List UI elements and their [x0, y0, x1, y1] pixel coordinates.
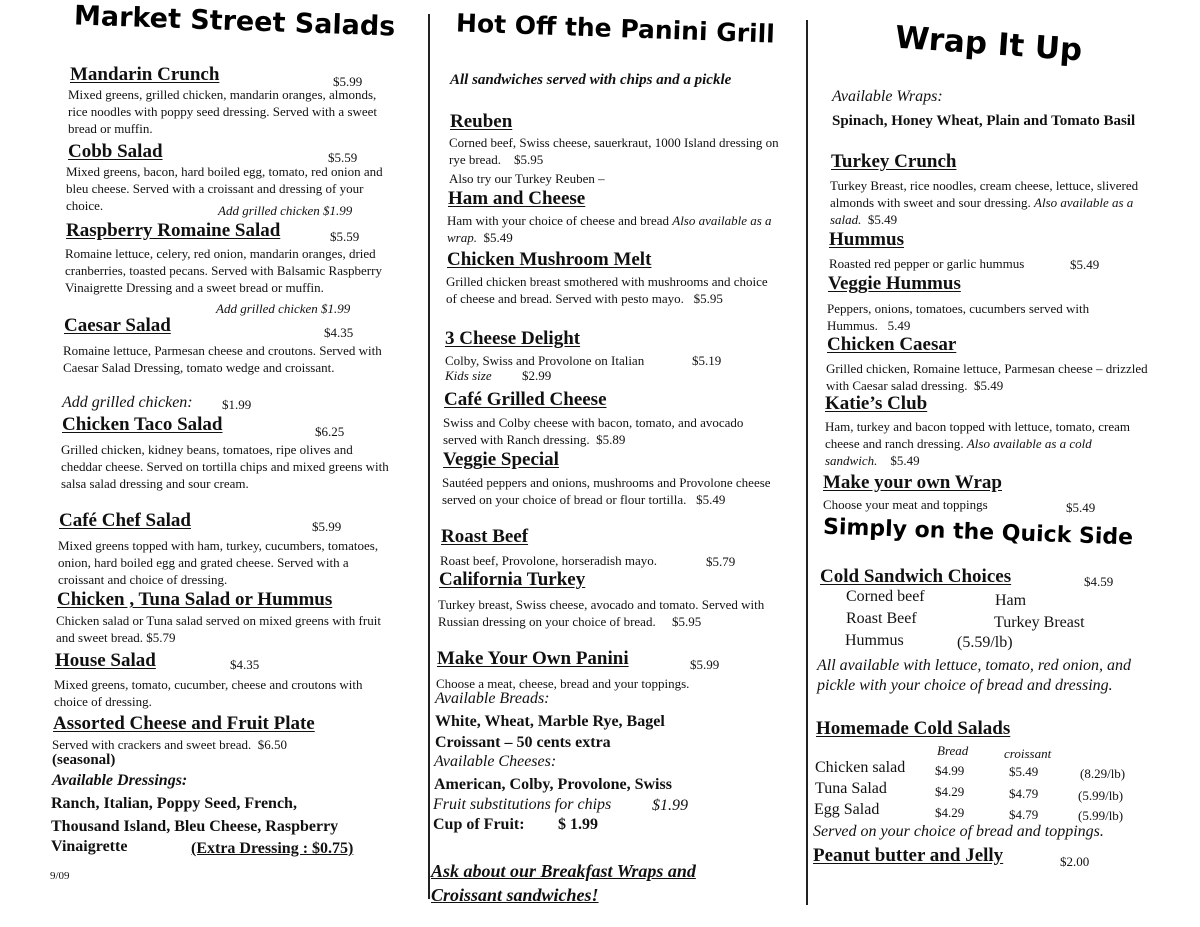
item-description: Grilled chicken, kidney beans, tomatoes, ripe olives and cheddar cheese. Served on tortilla chips and mixed greens with salsa salad dressing and sour cream.	[61, 442, 389, 491]
item-title: Veggie Special	[443, 449, 559, 470]
quick-side-banner: Simply on the Quick Side	[822, 514, 1134, 551]
item-description: Mixed greens, bacon, hard boiled egg, tomato, red onion and bleu cheese. Served with a croissant and dressing of your choice.	[66, 164, 383, 213]
salad-lb-price: (5.99/lb)	[1078, 808, 1124, 823]
pbj-price: $2.00	[1060, 854, 1090, 869]
item-description: Roasted red pepper or garlic hummus	[829, 256, 1025, 271]
salad-croissant-price: $4.79	[1009, 786, 1039, 801]
kids-price: $2.99	[522, 368, 552, 383]
wraps-label: Available Wraps:	[832, 88, 943, 105]
dressings-list: Ranch, Italian, Poppy Seed, French,	[51, 795, 297, 812]
salads-note: Served on your choice of bread and toppings.	[813, 823, 1104, 840]
item-title: Cobb Salad	[68, 141, 163, 162]
salad-name: Chicken salad	[815, 759, 906, 776]
breakfast-note: Ask about our Breakfast Wraps and	[431, 861, 696, 881]
item-title: Roast Beef	[441, 526, 529, 547]
panini-banner: Hot Off the Panini Grill	[455, 8, 776, 49]
item-price: $5.49	[1066, 500, 1096, 515]
cold-choice: Corned beef	[846, 588, 925, 605]
salad-name: Egg Salad	[814, 801, 880, 818]
item-description: Grilled chicken, Romaine lettuce, Parmesan cheese – drizzled with Caesar salad dressing. $5.49	[826, 361, 1148, 393]
item-title: Raspberry Romaine Salad	[66, 220, 281, 241]
cheeses-list: American, Colby, Provolone, Swiss	[434, 776, 672, 793]
item-price: $5.99	[690, 657, 720, 672]
item-title: Mandarin Crunch	[70, 64, 220, 85]
item-description: Colby, Swiss and Provolone on Italian	[445, 353, 645, 368]
item-description: Swiss and Colby cheese with bacon, tomato, and avocado served with Ranch dressing. $5.89	[443, 415, 744, 447]
salad-croissant-price: $4.79	[1009, 807, 1039, 822]
item-title: Chicken , Tuna Salad or Hummus	[57, 589, 333, 610]
item-addon: Add grilled chicken:	[62, 394, 193, 411]
item-price: $5.19	[692, 353, 722, 368]
item-description: Mixed greens topped with ham, turkey, cucumbers, tomatoes, onion, hard boiled egg and grated cheese. Served with a croissant and choice of dressing.	[58, 538, 379, 587]
item-description: Mixed greens, grilled chicken, mandarin oranges, almonds, rice noodles with poppy seed dressing. Served with a sweet bread or muffin.	[68, 87, 378, 136]
pbj-title: Peanut butter and Jelly	[813, 845, 1004, 866]
item-title: Reuben	[450, 111, 513, 132]
item-title: 3 Cheese Delight	[445, 328, 581, 349]
item-title: Make Your Own Panini	[437, 648, 629, 669]
item-description: Ham, turkey and bacon topped with lettuce, tomato, cream cheese and ranch dressing. Also available as a cold sandwich. $5.49	[825, 419, 1131, 468]
item-title: Assorted Cheese and Fruit Plate	[53, 713, 315, 734]
menu-date: 9/09	[50, 870, 70, 882]
item-description: Ham with your choice of cheese and bread Also available as a wrap. $5.49	[447, 213, 772, 245]
item-description: Grilled chicken breast smothered with mushrooms and choice of cheese and bread. Served with pesto mayo. $5.95	[446, 274, 768, 306]
salad-bread-price: $4.29	[935, 805, 965, 820]
cold-sandwich-title: Cold Sandwich Choices	[820, 566, 1012, 587]
wraps-column	[808, 0, 1200, 927]
table-header: croissant	[1004, 746, 1052, 761]
dressings-list: Thousand Island, Bleu Cheese, Raspberry	[51, 818, 339, 835]
item-price: $5.49	[1070, 257, 1100, 272]
item-title: Chicken Taco Salad	[62, 414, 223, 435]
item-description: Mixed greens, tomato, cucumber, cheese and croutons with choice of dressing.	[54, 677, 363, 709]
cold-sandwich-price: $4.59	[1084, 574, 1114, 589]
item-description: Turkey Breast, rice noodles, cream cheese, lettuce, slivered almonds with sweet and sour dressing. Also available as a salad. $5.49	[830, 178, 1139, 227]
item-title: House Salad	[55, 650, 156, 671]
salad-lb-price: (5.99/lb)	[1078, 788, 1124, 803]
item-title: Chicken Caesar	[827, 334, 957, 355]
item-description: Roast beef, Provolone, horseradish mayo.	[440, 553, 657, 568]
item-price: $5.79	[706, 554, 736, 569]
salad-name: Tuna Salad	[815, 780, 887, 797]
item-price: $6.25	[315, 424, 345, 439]
item-description: Peppers, onions, tomatoes, cucumbers served with Hummus. 5.49	[827, 301, 1090, 333]
item-description: Chicken salad or Tuna salad served on mixed greens with fruit and sweet bread. $5.79	[56, 613, 381, 645]
item-price: $4.35	[324, 325, 354, 340]
item-description: Choose your meat and toppings	[823, 497, 988, 512]
item-price: $4.35	[230, 657, 260, 672]
cheeses-label: Available Cheeses:	[434, 753, 557, 770]
salads-column	[48, 0, 428, 927]
item-addon: Add grilled chicken $1.99	[216, 301, 351, 316]
salad-bread-price: $4.99	[935, 763, 965, 778]
salads-banner: Market Street Salads	[73, 0, 396, 43]
cup-of-fruit-price: $ 1.99	[558, 816, 598, 833]
item-addon: Also try our Turkey Reuben –	[449, 171, 605, 186]
fruit-substitution-price: $1.99	[652, 797, 688, 814]
item-description: Romaine lettuce, Parmesan cheese and croutons. Served with Caesar Salad Dressing, tomato wedge and croissant.	[63, 343, 382, 375]
item-description: Sautéed peppers and onions, mushrooms and Provolone cheese served on your choice of bread or flour tortilla. $5.49	[442, 475, 771, 507]
salad-croissant-price: $5.49	[1009, 764, 1039, 779]
extra-dressing: (Extra Dressing : $0.75)	[191, 840, 354, 857]
item-note: (seasonal)	[52, 752, 116, 768]
item-price: $5.59	[330, 229, 360, 244]
cold-choice-weight-price: (5.59/lb)	[957, 634, 1013, 651]
item-title: California Turkey	[439, 569, 586, 590]
cold-choice: Hummus	[845, 632, 904, 649]
item-description: Turkey breast, Swiss cheese, avocado and tomato. Served with Russian dressing on your choice of bread. $5.95	[438, 597, 765, 629]
kids-size: Kids size	[445, 368, 492, 383]
wraps-list: Spinach, Honey Wheat, Plain and Tomato Basil	[832, 113, 1136, 129]
table-header: Bread	[937, 743, 969, 758]
item-title: Chicken Mushroom Melt	[447, 249, 652, 270]
item-title: Katie’s Club	[825, 393, 928, 414]
homemade-salads-title: Homemade Cold Salads	[816, 718, 1011, 739]
breads-list: White, Wheat, Marble Rye, Bagel	[435, 713, 665, 730]
item-title: Turkey Crunch	[831, 151, 957, 172]
item-description: Romaine lettuce, celery, red onion, mandarin oranges, dried cranberries, toasted pecans. Served with Balsamic Raspberry Vinaigrette Dressing and a sweet bread or muffin.	[65, 246, 382, 295]
cold-sandwich-note: All available with lettuce, tomato, red onion, and pickle with your choice of bread and dressing.	[817, 657, 1132, 694]
panini-intro: All sandwiches served with chips and a pickle	[450, 72, 732, 88]
item-price: $5.59	[328, 150, 358, 165]
item-description: Served with crackers and sweet bread. $6.50	[52, 737, 287, 752]
item-title: Hummus	[829, 229, 904, 250]
cold-choice: Roast Beef	[846, 610, 917, 627]
item-title: Make your own Wrap	[823, 472, 1002, 493]
item-title: Café Chef Salad	[59, 510, 191, 531]
salad-bread-price: $4.29	[935, 784, 965, 799]
dressings-list: Vinaigrette	[51, 838, 128, 855]
dressings-label: Available Dressings:	[52, 772, 188, 789]
item-addon-price: $1.99	[222, 397, 252, 412]
cup-of-fruit: Cup of Fruit:	[433, 816, 525, 833]
item-title: Caesar Salad	[64, 315, 171, 336]
wraps-banner: Wrap It Up	[893, 19, 1084, 69]
cold-choice: Ham	[995, 592, 1027, 609]
item-addon: Add grilled chicken $1.99	[218, 203, 353, 218]
item-title: Ham and Cheese	[448, 188, 586, 209]
item-title: Veggie Hummus	[828, 273, 961, 294]
croissant-note: Croissant – 50 cents extra	[435, 734, 611, 751]
item-price: $5.99	[312, 519, 342, 534]
item-description: Choose a meat, cheese, bread and your toppings.	[436, 676, 690, 691]
fruit-substitution: Fruit substitutions for chips	[433, 796, 612, 813]
item-description: Corned beef, Swiss cheese, sauerkraut, 1000 Island dressing on rye bread. $5.95	[449, 135, 779, 167]
cold-choice: Turkey Breast	[994, 614, 1085, 631]
item-price: $5.99	[333, 74, 363, 89]
panini-column	[430, 0, 815, 927]
breads-label: Available Breads:	[435, 690, 550, 707]
breakfast-note: Croissant sandwiches!	[431, 885, 599, 905]
item-title: Café Grilled Cheese	[444, 389, 607, 410]
salad-lb-price: (8.29/lb)	[1080, 766, 1126, 781]
